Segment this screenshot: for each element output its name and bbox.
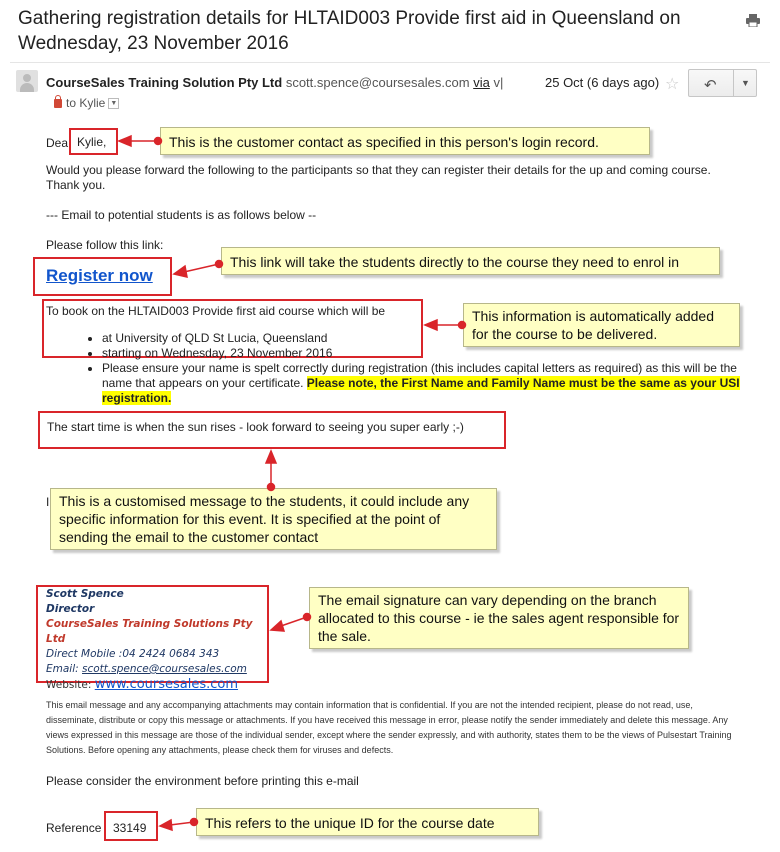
arrow-head-custom-message [266, 451, 276, 463]
annotation-link: This link will take the students directly to the course they need to enrol in [221, 247, 720, 275]
intro-text: Would you please forward the following to the participants so that they can register their details for the up and coming course. Thank you. [46, 163, 711, 192]
annotation-customer-contact: This is the customer contact as specified in this person's login record. [160, 127, 650, 155]
star-icon[interactable]: ☆ [665, 76, 680, 93]
via-link[interactable]: via [473, 75, 490, 90]
custom-message: The start time is when the sun rises - look forward to seeing you super early ;-) [47, 420, 464, 434]
annotation-reference: This refers to the unique ID for the course date [196, 808, 539, 836]
separator-text: --- Email to potential students is as follows below -- [46, 208, 317, 222]
annotation-signature: The email signature can vary depending on the branch allocated to this course - ie the sales agent responsible for the sale. [309, 587, 689, 649]
annotation-auto-info: This information is automatically added for the course to be delivered. [463, 303, 740, 347]
signature-title: Director [46, 603, 95, 615]
chevron-down-icon: ▼ [741, 78, 750, 88]
arrow-dot-signature [304, 614, 311, 621]
recipient-details-toggle[interactable]: ▼ [108, 98, 119, 109]
disclaimer-text: This email message and any accompanying attachments may contain information that is confidential. If you are not the intended recipient, please do not read, use, disseminate, distribute or copy this message or attachments. If you have received this message in error, please notify the sender immediately and delete this message. Any views expressed in this message are those of the individual sender, except where the sender expressly, and with authority, states them to be the views of Pulsestart Training Solutions. Before opening any attachments, please check them for viruses and defects. [46, 700, 732, 755]
arrow-link [184, 264, 219, 272]
arrow-dot-reference [191, 819, 198, 826]
signature-company: CourseSales Training Solutions Pty Ltd [46, 618, 253, 645]
via-rest: v| [493, 75, 504, 90]
email-date: 25 Oct (6 days ago) [545, 75, 660, 90]
follow-link-text: Please follow this link: [46, 238, 164, 252]
annotation-custom-message: This is a customised message to the students, it could include any specific information for this event. It is specified at the point of sending the email to the customer contact [50, 488, 497, 550]
reference-label: Reference [46, 821, 102, 835]
arrow-dot-custom-message [268, 484, 275, 491]
greeting-name: Kylie, [77, 135, 107, 149]
signature-email-link[interactable]: scott.spence@coursesales.com [82, 663, 247, 675]
arrow-head-link [174, 266, 187, 277]
signature-website-link[interactable]: www.coursesales.com [94, 677, 239, 692]
reply-icon: ↶ [704, 77, 717, 94]
arrow-head-customer-contact [119, 136, 131, 146]
bullet-date: • starting on Wednesday, 23 November 2016 [102, 346, 746, 361]
arrow-head-signature [271, 621, 284, 631]
arrow-head-reference [160, 820, 172, 830]
greeting-prefix: Dea [46, 136, 69, 150]
booking-intro: To book on the HLTAID003 Provide first aid course which will be [46, 304, 386, 318]
arrow-dot-customer-contact [155, 138, 162, 145]
reference-value: 33149 [113, 821, 147, 835]
sender-name[interactable]: CourseSales Training Solution Pty Ltd [46, 75, 283, 90]
arrow-dot-auto-info [459, 322, 466, 329]
signature-email-label: Email: [46, 663, 83, 675]
bullet-name-text: Please ensure your name is spelt correctly during registration (this includes capital letters as required) as this will be the name that appears on your certificate. [102, 361, 737, 390]
register-now-link[interactable]: Register now [46, 266, 153, 285]
signature-mobile: Direct Mobile :04 2424 0684 343 [46, 648, 220, 660]
environment-text: Please consider the environment before printing this e-mail [46, 774, 359, 788]
sender-email: scott.spence@coursesales.com [285, 75, 470, 90]
arrow-head-auto-info [425, 320, 437, 330]
recipient-text: to Kylie [66, 96, 106, 110]
signature-website-label: Website: [46, 679, 95, 691]
obscured-text: I [46, 495, 50, 509]
email-subject: Gathering registration details for HLTAID003 Provide first aid in Queensland on Wednesday, 23 November 2016 [18, 8, 681, 54]
signature-name: Scott Spence [46, 588, 124, 600]
bullet-location: • at University of QLD St Lucia, Queensland [102, 331, 746, 346]
usi-highlight: Please note, the First Name and Family Name must be the same as your USI registration. [102, 376, 740, 405]
arrow-dot-link [216, 261, 223, 268]
